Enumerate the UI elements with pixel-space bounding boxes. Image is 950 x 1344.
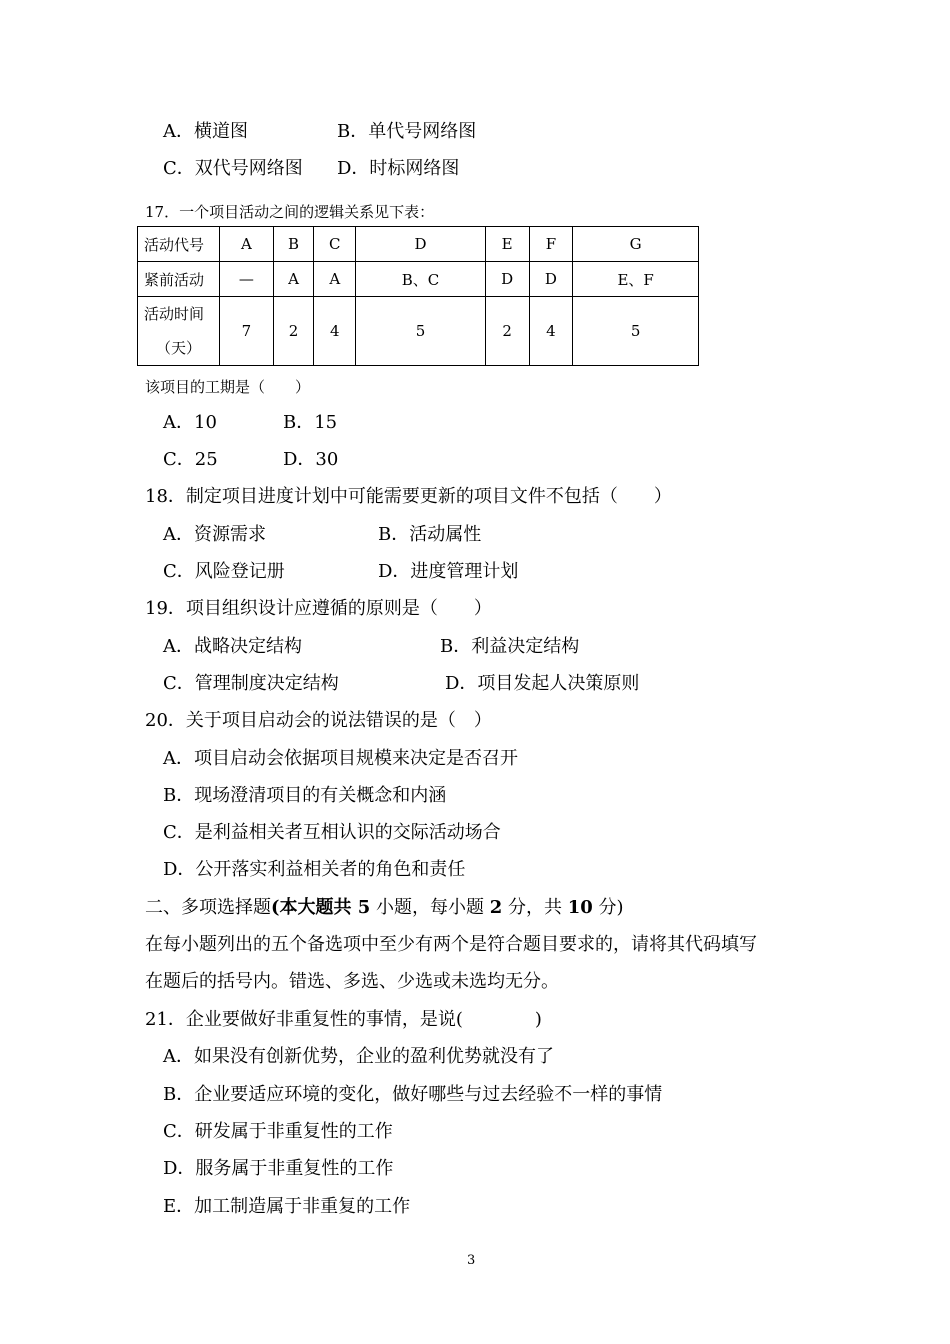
section-2-instruction-line1: 在每小题列出的五个备选项中至少有两个是符合题目要求的，请将其代码填写 — [145, 934, 757, 955]
q16-option-c: C．双代号网络图 — [163, 158, 303, 179]
table-cell: F — [529, 227, 573, 262]
table-cell: 5 — [356, 297, 486, 366]
q18-option-a: A．资源需求 — [163, 524, 266, 545]
table-cell: B、C — [356, 262, 486, 297]
section-2-title-pre: 二、多项选择题 — [145, 897, 271, 918]
table-row — [138, 227, 699, 262]
row-header-duration-line2: （天） — [156, 339, 202, 357]
table-cell: E — [485, 227, 529, 262]
q19-stem: 19．项目组织设计应遵循的原则是（ ） — [145, 598, 492, 619]
activity-logic-table — [137, 226, 699, 366]
table-cell: 4 — [529, 297, 573, 366]
section-2-count: 5 — [357, 897, 371, 918]
section-2-points-total: 10 — [567, 897, 593, 918]
section-2-title — [145, 897, 624, 919]
table-cell: 2 — [485, 297, 529, 366]
q16-option-d: D．时标网络图 — [337, 158, 460, 179]
section-2-instruction-line2: 在题后的括号内。错选、多选、少选或未选均无分。 — [145, 971, 559, 992]
q17-stem: 17．一个项目活动之间的逻辑关系见下表： — [145, 203, 435, 221]
row-header-duration-line1: 活动时间 — [144, 305, 205, 323]
q21-option-d: D．服务属于非重复性的工作 — [163, 1158, 394, 1179]
page-number: 3 — [467, 1253, 476, 1268]
q19-option-d: D．项目发起人决策原则 — [445, 673, 640, 694]
row-header-code: 活动代号 — [138, 227, 220, 262]
q18-stem: 18．制定项目进度计划中可能需要更新的项目文件不包括（ ） — [145, 486, 672, 507]
table-cell: D — [356, 227, 486, 262]
q19-option-a: A．战略决定结构 — [163, 636, 302, 657]
table-row — [138, 262, 699, 297]
table-cell: 2 — [273, 297, 313, 366]
q17-question: 该项目的工期是（ ） — [145, 378, 311, 396]
table-cell: G — [573, 227, 699, 262]
q20-stem: 20．关于项目启动会的说法错误的是（ ） — [145, 710, 492, 731]
table-cell: B — [273, 227, 313, 262]
table-row — [138, 297, 699, 366]
q17-option-c: C．25 — [163, 449, 218, 470]
q17-option-d: D．30 — [283, 449, 339, 470]
q21-stem: 21．企业要做好非重复性的事情，是说( ) — [145, 1009, 542, 1030]
q21-option-c: C．研发属于非重复性的工作 — [163, 1121, 393, 1142]
table-cell: 4 — [314, 297, 356, 366]
section-2-title-mid2: 分，共 — [502, 897, 568, 918]
row-header-duration — [138, 297, 220, 366]
q21-option-b: B．企业要适应环境的变化，做好哪些与过去经验不一样的事情 — [163, 1084, 663, 1105]
q16-option-a: A．横道图 — [163, 121, 248, 142]
table-cell: E、F — [573, 262, 699, 297]
q16-option-b: B．单代号网络图 — [337, 121, 477, 142]
q17-option-a: A．10 — [163, 412, 217, 433]
section-2-title-mid: 小题，每小题 — [370, 897, 490, 918]
table-cell: D — [529, 262, 573, 297]
table-cell: — — [220, 262, 274, 297]
q21-option-e: E．加工制造属于非重复的工作 — [163, 1196, 411, 1217]
q17-option-b: B．15 — [283, 412, 338, 433]
row-header-predecessor: 紧前活动 — [138, 262, 220, 297]
section-2-title-end: 分) — [592, 897, 624, 918]
table-cell: 5 — [573, 297, 699, 366]
q18-option-c: C．风险登记册 — [163, 561, 285, 582]
q19-option-c: C．管理制度决定结构 — [163, 673, 339, 694]
q20-option-d: D．公开落实利益相关者的角色和责任 — [163, 859, 466, 880]
q20-option-a: A．项目启动会依据项目规模来决定是否召开 — [163, 748, 518, 769]
q20-option-c: C．是利益相关者互相认识的交际活动场合 — [163, 822, 501, 843]
q21-option-a: A．如果没有创新优势，企业的盈利优势就没有了 — [163, 1046, 554, 1067]
q18-option-d: D．进度管理计划 — [378, 561, 519, 582]
table-cell: A — [314, 262, 356, 297]
table-cell: 7 — [220, 297, 274, 366]
table-cell: C — [314, 227, 356, 262]
section-2-points-each: 2 — [489, 897, 503, 918]
q20-option-b: B．现场澄清项目的有关概念和内涵 — [163, 785, 447, 806]
table-cell: D — [485, 262, 529, 297]
table-cell: A — [220, 227, 274, 262]
q18-option-b: B．活动属性 — [378, 524, 482, 545]
table-cell: A — [273, 262, 313, 297]
section-2-title-b1: (本大题共 — [271, 897, 358, 918]
q19-option-b: B．利益决定结构 — [440, 636, 580, 657]
